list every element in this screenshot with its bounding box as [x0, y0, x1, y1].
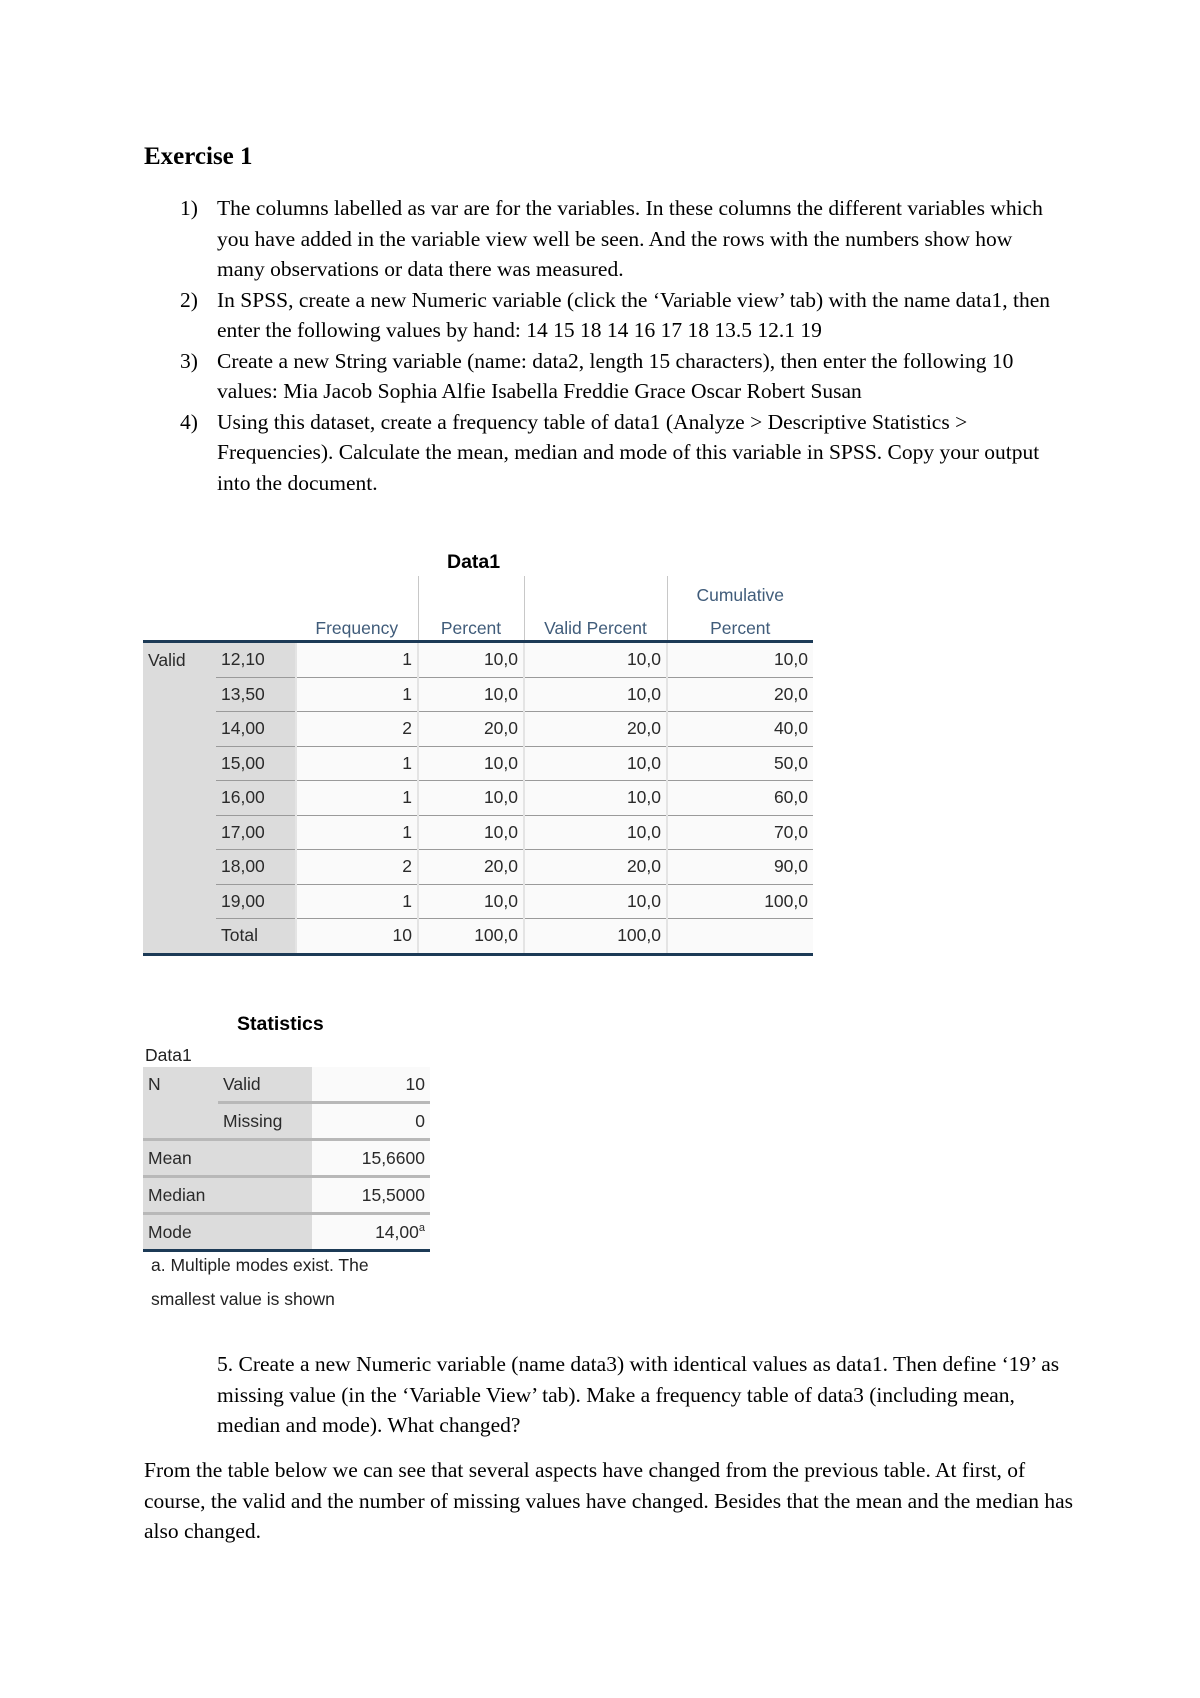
header-cumulative-bottom: Percent — [667, 606, 813, 642]
valid-value: 10 — [312, 1067, 430, 1103]
footnote-marker: a — [418, 1221, 425, 1234]
table-row — [143, 815, 813, 850]
cell-frequency: 1 — [296, 815, 418, 850]
cell-valid-percent: 10,0 — [524, 746, 667, 781]
statistics-table-title: Statistics — [237, 1013, 324, 1035]
mode-cell — [312, 1214, 430, 1251]
table-row — [143, 712, 813, 747]
cell-cumulative: 70,0 — [667, 815, 813, 850]
cell-valid-percent: 10,0 — [524, 815, 667, 850]
cell-frequency: 1 — [296, 781, 418, 816]
cell-valid-percent: 10,0 — [524, 781, 667, 816]
header-valid-percent: Valid Percent — [524, 606, 667, 642]
exercise-title: Exercise 1 — [144, 143, 253, 170]
total-valid-percent: 100,0 — [524, 919, 667, 955]
table-header-row — [143, 606, 813, 642]
cell-valid-percent: 10,0 — [524, 884, 667, 919]
row-value: 13,50 — [216, 677, 296, 712]
cell-cumulative: 100,0 — [667, 884, 813, 919]
mean-label: Mean — [143, 1140, 312, 1177]
item-text: In SPSS, create a new Numeric variable (click the ‘Variable view’ tab) with the name data1, then enter the following values by hand: 14 15 18 14 16 17 18 13.5 12.1 19 — [217, 287, 1051, 342]
header-cumulative-top: Cumulative — [696, 585, 785, 605]
cell-valid-percent: 10,0 — [524, 677, 667, 712]
list-item — [144, 193, 1064, 285]
table-row — [143, 1177, 430, 1214]
frequency-table-title: Data1 — [447, 551, 501, 573]
cell-cumulative: 10,0 — [667, 642, 813, 678]
item-text: The columns labelled as var are for the variables. In these columns the different variables which you have added in the variable view well be seen. And the rows with the numbers show how many observations or data there was measured. — [217, 196, 1043, 281]
list-item — [144, 346, 1064, 407]
exercise-item-5: 5. Create a new Numeric variable (name data3) with identical values as data1. Then define ‘19’ as missing value (in the ‘Variable View’ tab). Make a frequency table of data3 (including mean, median and mode). What changed? — [217, 1352, 1060, 1437]
table-row — [143, 1067, 430, 1103]
table-row — [143, 884, 813, 919]
item-number: 4) — [180, 409, 198, 434]
header-percent: Percent — [418, 606, 524, 642]
median-value: 15,5000 — [312, 1177, 430, 1214]
item-number: 3) — [180, 348, 198, 373]
missing-value: 0 — [312, 1103, 430, 1140]
list-item — [144, 285, 1064, 346]
cell-frequency: 2 — [296, 712, 418, 747]
mode-label: Mode — [143, 1214, 312, 1251]
median-label: Median — [143, 1177, 312, 1214]
cell-percent: 10,0 — [418, 677, 524, 712]
statistics-variable-label: Data1 — [145, 1045, 192, 1065]
item-text: Create a new String variable (name: data2, length 15 characters), then enter the following 10 values: Mia Jacob Sophia Alfie Isabella Freddie Grace Oscar Robert Susan — [217, 348, 1014, 403]
cell-cumulative: 50,0 — [667, 746, 813, 781]
answer-paragraph: From the table below we can see that several aspects have changed from the previous table. At first, of course, the valid and the number of missing values have changed. Besides that the mean and the median has also changed. — [144, 1458, 1074, 1543]
row-value: 14,00 — [216, 712, 296, 747]
list-item — [144, 407, 1064, 499]
row-value: 19,00 — [216, 884, 296, 919]
row-value: 17,00 — [216, 815, 296, 850]
item-text: Using this dataset, create a frequency table of data1 (Analyze > Descriptive Statistics > Frequencies). Calculate the mean, median and mode of this variable in SPSS. Copy your output into the document. — [217, 409, 1040, 495]
missing-label: Missing — [218, 1103, 312, 1140]
cell-valid-percent: 20,0 — [524, 850, 667, 885]
valid-label: Valid — [218, 1067, 312, 1103]
total-label: Total — [216, 919, 296, 955]
statistics-footnote — [151, 1249, 411, 1316]
cell-percent: 10,0 — [418, 884, 524, 919]
cell-cumulative: 60,0 — [667, 781, 813, 816]
cell-percent: 20,0 — [418, 712, 524, 747]
cell-percent: 10,0 — [418, 642, 524, 678]
footnote-line: smallest value is shown — [151, 1288, 335, 1309]
cell-valid-percent: 20,0 — [524, 712, 667, 747]
cell-frequency: 1 — [296, 746, 418, 781]
row-value: 12,10 — [216, 642, 296, 678]
row-value: 16,00 — [216, 781, 296, 816]
valid-stub: Valid — [143, 642, 216, 678]
cell-cumulative: 90,0 — [667, 850, 813, 885]
mode-value: 14,00 — [375, 1221, 419, 1242]
exercise-list — [144, 193, 1064, 498]
table-row — [143, 642, 813, 678]
cell-percent: 20,0 — [418, 850, 524, 885]
table-row — [143, 1214, 430, 1251]
item-number: 1) — [180, 196, 198, 220]
total-percent: 100,0 — [418, 919, 524, 955]
cell-valid-percent: 10,0 — [524, 642, 667, 678]
cell-frequency: 1 — [296, 642, 418, 678]
cell-frequency: 1 — [296, 884, 418, 919]
statistics-table — [143, 1067, 430, 1252]
total-cumulative — [667, 919, 813, 955]
table-row — [143, 1140, 430, 1177]
mean-value: 15,6600 — [312, 1140, 430, 1177]
frequency-table — [143, 576, 813, 956]
row-value: 18,00 — [216, 850, 296, 885]
header-frequency: Frequency — [296, 606, 418, 642]
cell-percent: 10,0 — [418, 746, 524, 781]
cell-cumulative: 20,0 — [667, 677, 813, 712]
item-number: 2) — [180, 287, 198, 312]
total-frequency: 10 — [296, 919, 418, 955]
table-row — [143, 677, 813, 712]
cell-frequency: 1 — [296, 677, 418, 712]
table-row — [143, 1103, 430, 1140]
table-row — [143, 781, 813, 816]
cell-frequency: 2 — [296, 850, 418, 885]
table-header-row — [143, 576, 813, 606]
table-row — [143, 746, 813, 781]
cell-cumulative: 40,0 — [667, 712, 813, 747]
row-value: 15,00 — [216, 746, 296, 781]
footnote-line: a. Multiple modes exist. The — [151, 1255, 369, 1275]
cell-percent: 10,0 — [418, 815, 524, 850]
table-row — [143, 850, 813, 885]
table-total-row — [143, 919, 813, 955]
n-label: N — [143, 1067, 218, 1103]
cell-percent: 10,0 — [418, 781, 524, 816]
